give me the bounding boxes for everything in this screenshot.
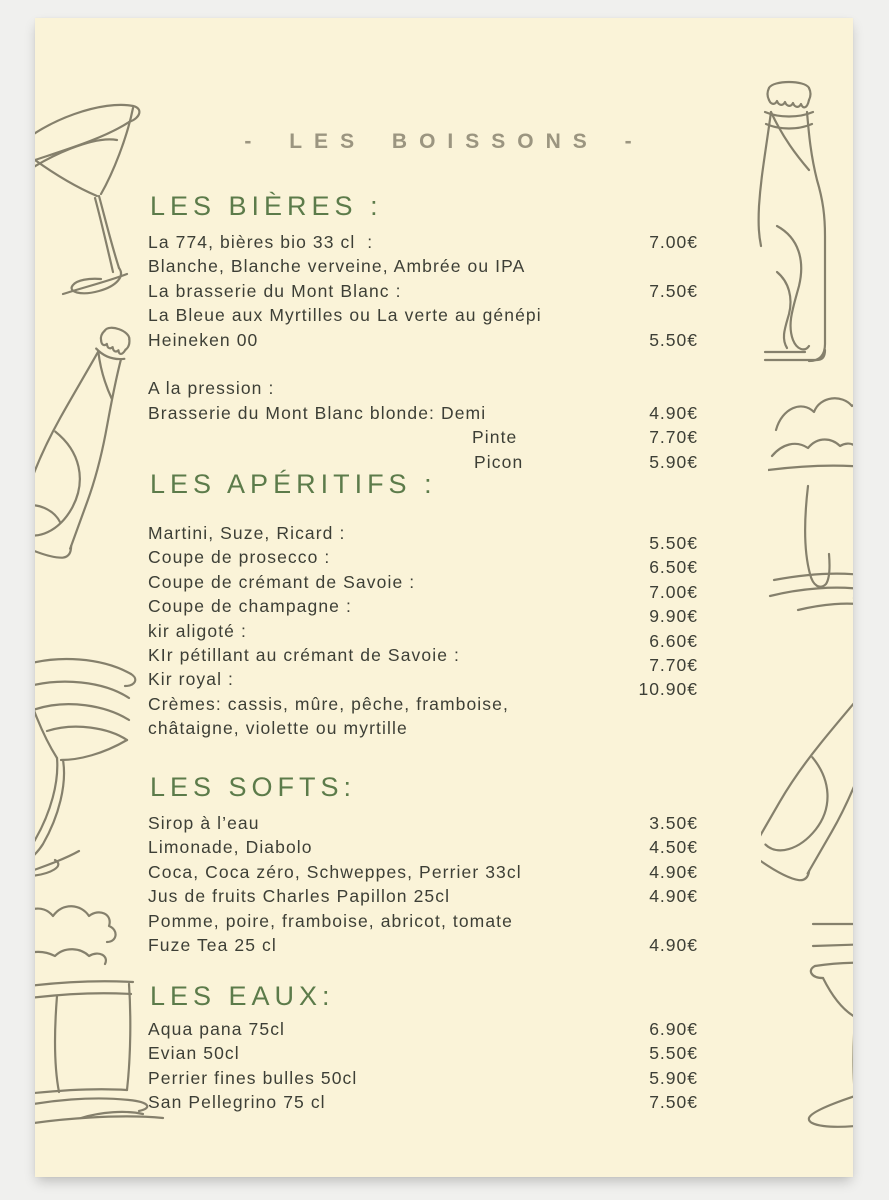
menu-row <box>148 884 698 908</box>
item-label: Kir royal : <box>148 669 235 690</box>
item-label: Sirop à l’eau <box>148 813 260 833</box>
section-heading: LES APÉRITIFS : <box>150 469 437 499</box>
item-label: Coupe de prosecco : <box>148 547 331 568</box>
item-label: Crèmes: cassis, mûre, pêche, framboise, <box>148 693 509 714</box>
item-label: Blanche, Blanche verveine, Ambrée ou IPA <box>148 256 526 277</box>
item-label: Jus de fruits Charles Papillon 25cl <box>148 886 451 907</box>
menu-row <box>148 909 698 933</box>
menu-row <box>148 692 698 716</box>
menu-row <box>148 811 698 835</box>
menu-row <box>148 303 698 327</box>
item-label: KIr pétillant au crémant de Savoie : <box>148 644 460 665</box>
item-price: 7.50€ <box>649 1092 698 1113</box>
item-price: 5.90€ <box>649 451 698 472</box>
item-price: 4.90€ <box>649 861 698 882</box>
menu-row <box>148 1066 698 1090</box>
item-price: 4.50€ <box>649 837 698 858</box>
menu-row <box>148 1017 698 1041</box>
section-items <box>148 230 698 474</box>
menu-row <box>148 667 698 700</box>
item-label: Coupe de crémant de Savoie : <box>148 571 416 592</box>
page-title: - LES BOISSONS - <box>244 130 644 153</box>
section-items <box>148 811 698 957</box>
item-price: 6.90€ <box>649 1019 698 1039</box>
section-aperitifs <box>35 468 853 741</box>
item-price: 10.90€ <box>638 679 698 700</box>
menu-page <box>35 18 853 1177</box>
menu-row <box>148 594 698 627</box>
menu-row <box>148 425 698 449</box>
item-label: La 774, bières bio 33 cl : <box>148 232 374 252</box>
menu-row <box>148 860 698 884</box>
section-heading: LES EAUX: <box>150 981 335 1011</box>
item-label: Brasserie du Mont Blanc blonde: Demi <box>148 402 487 423</box>
item-label: San Pellegrino 75 cl <box>148 1092 326 1113</box>
section-items <box>148 521 698 741</box>
item-price: 7.50€ <box>649 280 698 301</box>
menu-row <box>148 328 698 352</box>
item-label: Perrier fines bulles 50cl <box>148 1067 358 1088</box>
item-price: 7.70€ <box>649 654 698 675</box>
menu-row <box>148 376 698 400</box>
item-price: 5.50€ <box>649 533 698 553</box>
item-label: châtaigne, violette ou myrtille <box>148 718 408 739</box>
section-eaux <box>35 980 853 1115</box>
item-label: Limonade, Diabolo <box>148 837 313 858</box>
item-label <box>148 352 698 376</box>
item-label: La Bleue aux Myrtilles ou La verte au génépi <box>148 305 542 326</box>
menu-row <box>148 1090 698 1114</box>
item-label: Coupe de champagne : <box>148 596 352 617</box>
item-price: 4.90€ <box>649 402 698 423</box>
menu-row <box>148 570 698 602</box>
item-label: kir aligoté : <box>148 620 247 641</box>
item-price: 6.50€ <box>649 557 698 578</box>
item-price: 4.90€ <box>649 934 698 955</box>
item-price: 9.90€ <box>649 606 698 627</box>
menu-row <box>148 933 698 957</box>
item-price: 4.90€ <box>649 886 698 907</box>
menu-row <box>148 230 698 254</box>
menu-row <box>148 716 698 740</box>
menu-row <box>148 1041 698 1065</box>
item-price: 6.60€ <box>649 630 698 651</box>
section-bieres <box>35 190 853 474</box>
menu-row <box>148 643 698 675</box>
item-price: 5.50€ <box>649 1043 698 1064</box>
menu-row <box>148 279 698 303</box>
section-softs <box>35 771 853 957</box>
item-price: 5.90€ <box>649 1067 698 1088</box>
item-label: Picon <box>474 451 524 472</box>
menu-row <box>148 545 698 578</box>
menu-row <box>148 352 698 376</box>
item-label: A la pression : <box>148 378 275 399</box>
menu-row <box>148 619 698 651</box>
item-price: 7.00€ <box>649 232 698 252</box>
menu-row <box>148 401 698 425</box>
section-items <box>148 1017 698 1115</box>
menu-row <box>148 521 698 553</box>
item-label: Pinte <box>472 427 518 448</box>
item-label: Fuze Tea 25 cl <box>148 934 277 955</box>
item-price: 7.00€ <box>649 581 698 602</box>
section-heading: LES BIÈRES : <box>150 191 383 221</box>
item-label: Martini, Suze, Ricard : <box>148 523 346 543</box>
item-price: 5.50€ <box>649 329 698 350</box>
item-label: Heineken 00 <box>148 329 259 350</box>
item-label: Evian 50cl <box>148 1043 240 1064</box>
item-label: Pomme, poire, framboise, abricot, tomate <box>148 910 513 931</box>
section-heading: LES SOFTS: <box>150 772 357 802</box>
item-label: La brasserie du Mont Blanc : <box>148 280 402 301</box>
menu-row <box>148 835 698 859</box>
item-price: 3.50€ <box>649 813 698 833</box>
item-price: 7.70€ <box>649 427 698 448</box>
item-label: Aqua pana 75cl <box>148 1019 286 1039</box>
item-label: Coca, Coca zéro, Schweppes, Perrier 33cl <box>148 861 522 882</box>
menu-row <box>148 254 698 278</box>
